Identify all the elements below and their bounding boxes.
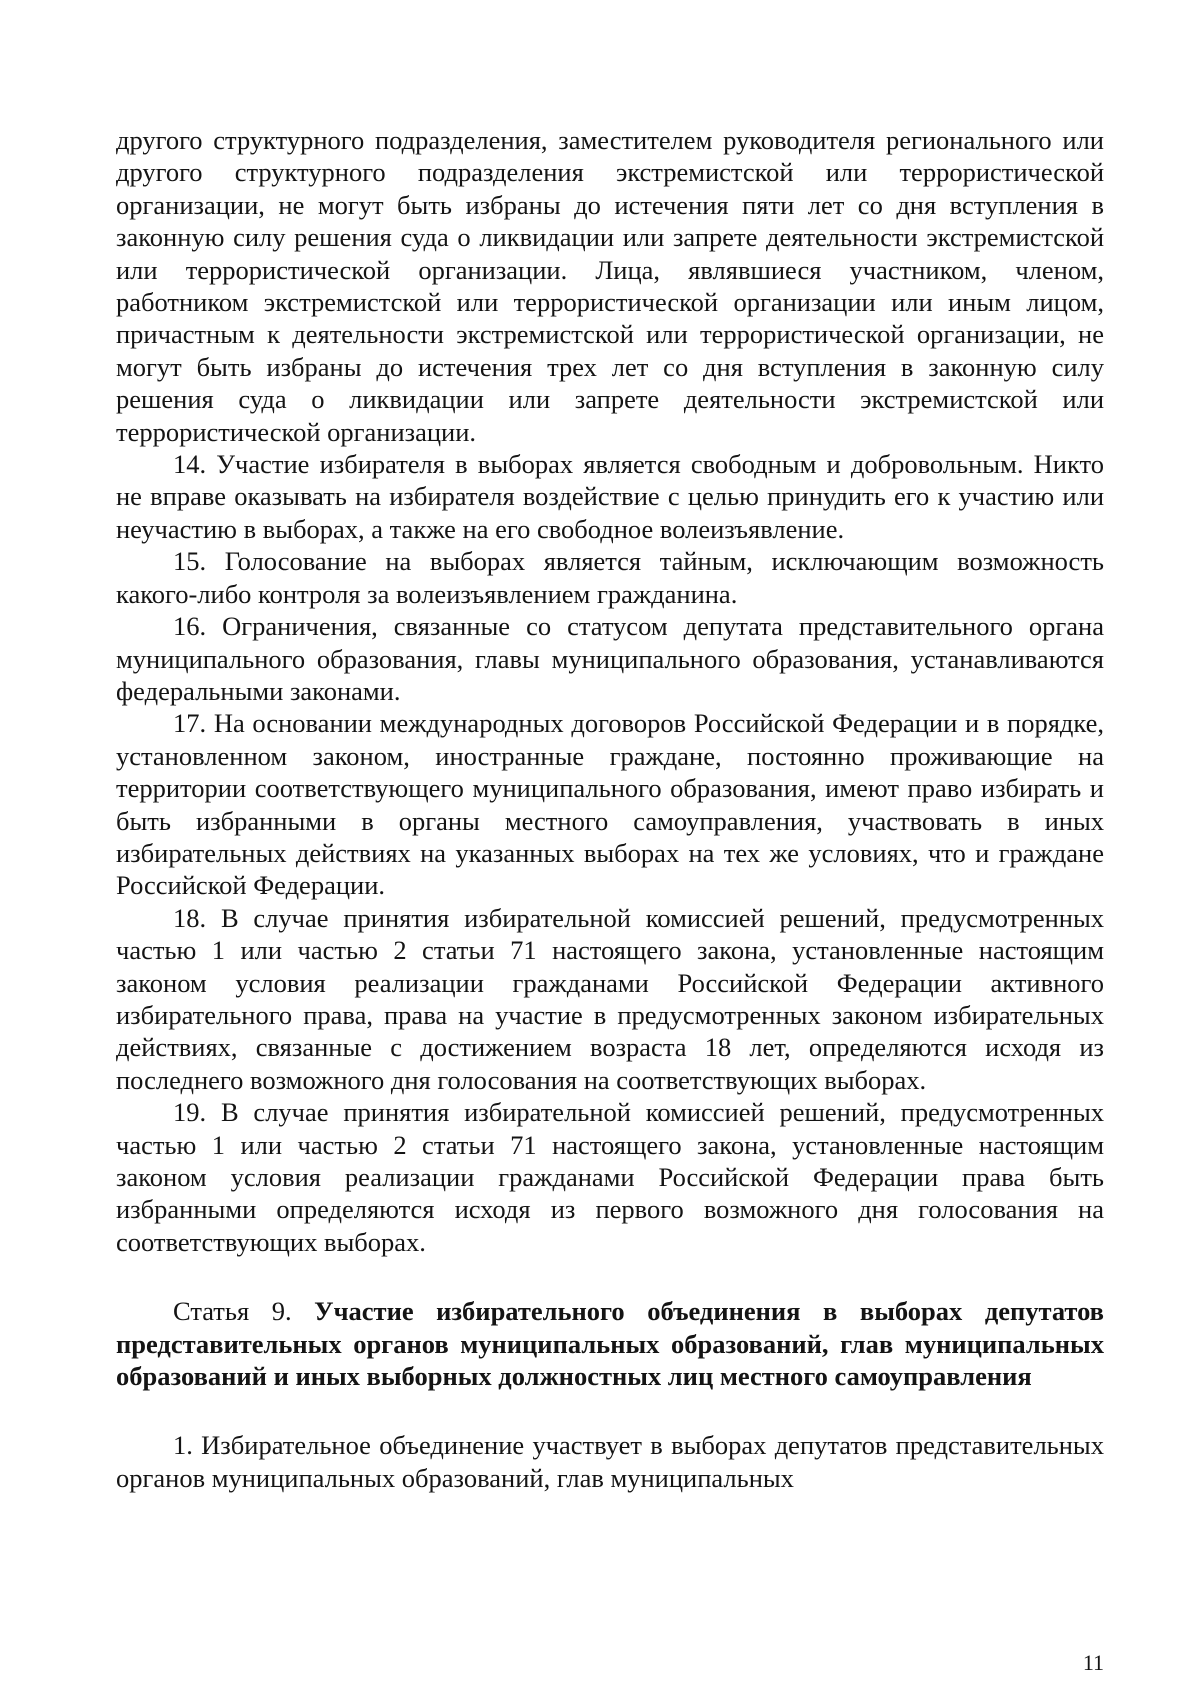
article-heading: [116, 1295, 1104, 1392]
paragraph-18: 18. В случае принятия избирательной комиссией решений, предусмотренных частью 1 или частью 2 статьи 71 настоящего закона, установленные настоящим законом условия реализации гражданами Российской Федерации активного избирательного права, права на участие в предусмотренных законом избирательных действиях, связанные с достижением возраста 18 лет, определяются исходя из последнего возможного дня голосования на соответствующих выборах.: [116, 902, 1104, 1095]
page-number: 11: [1082, 1650, 1104, 1675]
article-title: Участие избирательного объединения в выборах депутатов представительных органов муниципальных образований, глав муниципальных образований и иных выборных должностных лиц местного самоуправления: [116, 1296, 1104, 1392]
paragraph-16: 16. Ограничения, связанные со статусом депутата представительного органа муниципального образования, главы муниципального образования, устанавливаются федеральными законами.: [116, 611, 1104, 706]
paragraph-14: 14. Участие избирателя в выборах является свободным и добровольным. Никто не вправе оказывать на избирателя воздействие с целью принудить его к участию или неучастию в выборах, а также на его свободное волеизъявление.: [116, 449, 1104, 544]
article-9-paragraph-1: 1. Избирательное объединение участвует в выборах депутатов представительных органов муниципальных образований, глав муниципальных: [116, 1430, 1104, 1493]
paragraph-19: 19. В случае принятия избирательной комиссией решений, предусмотренных частью 1 или частью 2 статьи 71 настоящего закона, установленные настоящим законом условия реализации гражданами Российской Федерации права быть избранными определяются исходя из первого возможного дня голосования на соответствующих выборах.: [116, 1097, 1104, 1257]
document-body: [116, 124, 1104, 1494]
article-label: Статья 9.: [173, 1296, 315, 1327]
paragraph-17: 17. На основании международных договоров Российской Федерации и в порядке, установленном законом, иностранные граждане, постоянно проживающие на территории соответствующего муниципального образования, имеют право избирать и быть избранными в органы местного самоуправления, участвовать в иных избирательных действиях на указанных выборах на тех же условиях, что и граждане Российской Федерации.: [116, 708, 1104, 901]
paragraph-15: 15. Голосование на выборах является тайным, исключающим возможность какого-либо контроля за волеизъявлением гражданина.: [116, 546, 1104, 609]
paragraph-continuation: другого структурного подразделения, заместителем руководителя регионального или другого структурного подразделения экстремистской или террористической организации, не могут быть избраны до истечения пяти лет со дня вступления в законную силу решения суда о ликвидации или запрете деятельности экстремистской или террористической организации. Лица, являвшиеся участником, членом, работником экстремистской или террористической организации или иным лицом, причастным к деятельности экстремистской или террористической организации, не могут быть избраны до истечения трех лет со дня вступления в законную силу решения суда о ликвидации или запрете деятельности экстремистской или террористической организации.: [116, 125, 1104, 447]
spacer: [116, 1258, 1104, 1295]
spacer: [116, 1392, 1104, 1429]
